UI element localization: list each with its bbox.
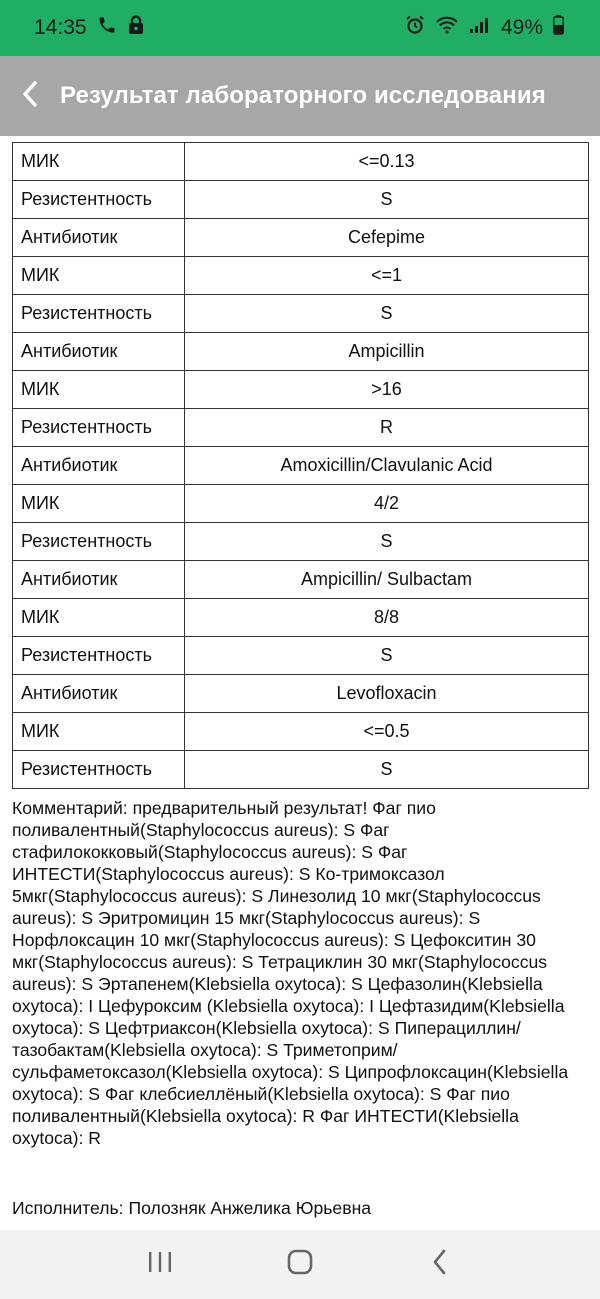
- table-row: [13, 599, 589, 637]
- battery-icon: [553, 15, 564, 41]
- row-label: МИК: [13, 485, 185, 523]
- table-row: [13, 181, 589, 219]
- row-value: S: [185, 295, 589, 333]
- row-label: МИК: [13, 713, 185, 751]
- table-row: [13, 333, 589, 371]
- row-label: Резистентность: [13, 523, 185, 561]
- row-label: МИК: [13, 257, 185, 295]
- row-label: Антибиотик: [13, 675, 185, 713]
- row-label: Антибиотик: [13, 333, 185, 371]
- table-row: [13, 447, 589, 485]
- status-time: 14:35: [34, 16, 87, 39]
- row-label: МИК: [13, 143, 185, 181]
- system-nav-bar: [0, 1230, 600, 1299]
- battery-percent: 49%: [500, 16, 543, 39]
- row-label: МИК: [13, 371, 185, 409]
- row-value: S: [185, 523, 589, 561]
- page-title: Результат лабораторного исследования: [60, 82, 546, 109]
- table-row: [13, 523, 589, 561]
- results-table: [12, 142, 589, 789]
- signal-icon: [469, 16, 489, 40]
- row-value: R: [185, 409, 589, 447]
- row-value: Levofloxacin: [185, 675, 589, 713]
- table-row: [13, 257, 589, 295]
- table-row: [13, 295, 589, 333]
- back-arrow-icon: [431, 1248, 449, 1281]
- row-value: Ampicillin/ Sulbactam: [185, 561, 589, 599]
- row-value: >16: [185, 371, 589, 409]
- row-label: Резистентность: [13, 181, 185, 219]
- app-bar: [0, 56, 600, 136]
- row-value: <=1: [185, 257, 589, 295]
- row-value: Ampicillin: [185, 333, 589, 371]
- table-row: [13, 675, 589, 713]
- row-label: Резистентность: [13, 409, 185, 447]
- row-label: Резистентность: [13, 295, 185, 333]
- row-label: Резистентность: [13, 751, 185, 789]
- row-value: <=0.5: [185, 713, 589, 751]
- row-label: МИК: [13, 599, 185, 637]
- table-row: [13, 561, 589, 599]
- nav-back-button[interactable]: [410, 1240, 470, 1290]
- wifi-icon: [435, 16, 459, 40]
- table-row: [13, 713, 589, 751]
- row-label: Антибиотик: [13, 561, 185, 599]
- alarm-icon: [405, 15, 425, 41]
- table-row: [13, 637, 589, 675]
- executor-text: Исполнитель: Полозняк Анжелика Юрьевна: [12, 1198, 372, 1218]
- row-value: <=0.13: [185, 143, 589, 181]
- row-value: 8/8: [185, 599, 589, 637]
- chevron-left-icon: [20, 79, 40, 114]
- row-value: S: [185, 751, 589, 789]
- row-label: Антибиотик: [13, 447, 185, 485]
- home-button[interactable]: [270, 1240, 330, 1290]
- home-icon: [286, 1248, 314, 1281]
- row-value: Amoxicillin/Clavulanic Acid: [185, 447, 589, 485]
- table-row: [13, 371, 589, 409]
- row-value: Cefepime: [185, 219, 589, 257]
- recents-button[interactable]: [130, 1240, 190, 1290]
- row-value: 4/2: [185, 485, 589, 523]
- phone-icon: [97, 15, 117, 41]
- recents-icon: [147, 1250, 173, 1279]
- row-value: S: [185, 637, 589, 675]
- lock-icon: [127, 15, 145, 41]
- table-row: [13, 409, 589, 447]
- back-button[interactable]: [0, 56, 60, 136]
- results-content[interactable]: [0, 136, 600, 1230]
- row-value: S: [185, 181, 589, 219]
- comment-text: Комментарий: предварительный результат! Фаг пио поливалентный(Staphylococcus aureus): S Фаг стафилококковый(Staphylococcus aureus): S Фаг ИНТЕСТИ(Staphylococcus aureus): S Ко-тримоксазол 5мкг(Staphylococcus aureus): S Линезолид 10 мкг(Staphylococcus aureus): S Эритромицин 15 мкг(Staphylococcus aureus): S Норфлоксацин 10 мкг(Staphylococcus aureus): S Цефокситин 30 мкг(Staphylococcus aureus): S Тетрациклин 30 мкг(Staphylococcus aureus): S Эртапенем(Klebsiella oxytoca): S Цефазолин(Klebsiella oxytoca): I Цефуроксим (Klebsiella oxytoca): I Цефтазидим(Klebsiella oxytoca): S Цефтриаксон(Klebsiella oxytoca): S Пиперациллин/тазобактам(Klebsiella oxytoca): S Триметоприм/сульфаметоксазол(Klebsiella oxytoca): S Ципрофлоксацин(Klebsiella oxytoca): S Фаг клебсиеллёный(Klebsiella oxytoca): S Фаг пио поливалентный(Klebsiella oxytoca): R Фаг ИНТЕСТИ(Klebsiella oxytoca): R: [12, 798, 569, 1148]
- table-row: [13, 751, 589, 789]
- row-label: Антибиотик: [13, 219, 185, 257]
- table-row: [13, 485, 589, 523]
- table-row: [13, 219, 589, 257]
- row-label: Резистентность: [13, 637, 185, 675]
- status-bar: [0, 0, 600, 56]
- table-row: [13, 143, 589, 181]
